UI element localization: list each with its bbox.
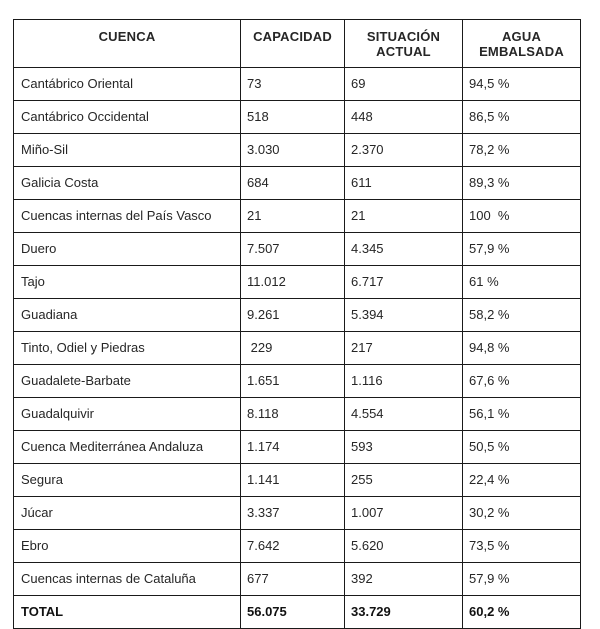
cell-agua-embalsada: 61 % <box>463 266 581 299</box>
table-row <box>14 233 581 266</box>
cell-cuenca: Júcar <box>14 497 241 530</box>
cell-situacion-actual: 69 <box>345 68 463 101</box>
cell-capacidad: 7.642 <box>241 530 345 563</box>
column-header-agua-embalsada-line1: AGUA <box>501 29 542 44</box>
cell-agua-embalsada: 57,9 % <box>463 233 581 266</box>
table-row <box>14 365 581 398</box>
cell-cuenca: Tinto, Odiel y Piedras <box>14 332 241 365</box>
cell-cuenca: Guadalquivir <box>14 398 241 431</box>
cell-capacidad: 8.118 <box>241 398 345 431</box>
cell-cuenca: Guadiana <box>14 299 241 332</box>
table-row <box>14 464 581 497</box>
cell-capacidad: 11.012 <box>241 266 345 299</box>
cell-agua-embalsada: 67,6 % <box>463 365 581 398</box>
cell-situacion-actual: 5.620 <box>345 530 463 563</box>
reservoir-capacity-table <box>13 19 581 629</box>
cell-situacion-actual: 4.345 <box>345 233 463 266</box>
table-row <box>14 497 581 530</box>
cell-situacion-actual: 593 <box>345 431 463 464</box>
column-header-agua-embalsada-line2: EMBALSADA <box>479 44 564 59</box>
cell-agua-embalsada: 89,3 % <box>463 167 581 200</box>
total-cell-cuenca: TOTAL <box>14 596 241 629</box>
cell-cuenca: Cantábrico Oriental <box>14 68 241 101</box>
column-header-situacion-actual <box>345 20 463 68</box>
cell-situacion-actual: 4.554 <box>345 398 463 431</box>
total-cell-capacidad: 56.075 <box>241 596 345 629</box>
cell-capacidad: 7.507 <box>241 233 345 266</box>
table-row <box>14 299 581 332</box>
cell-situacion-actual: 5.394 <box>345 299 463 332</box>
cell-cuenca: Miño-Sil <box>14 134 241 167</box>
cell-capacidad: 3.030 <box>241 134 345 167</box>
cell-situacion-actual: 21 <box>345 200 463 233</box>
table-row <box>14 431 581 464</box>
cell-agua-embalsada: 78,2 % <box>463 134 581 167</box>
cell-cuenca: Tajo <box>14 266 241 299</box>
cell-situacion-actual: 1.007 <box>345 497 463 530</box>
column-header-cuenca: CUENCA <box>14 20 241 68</box>
column-header-agua-embalsada <box>463 20 581 68</box>
cell-capacidad: 229 <box>241 332 345 365</box>
cell-cuenca: Cuencas internas de Cataluña <box>14 563 241 596</box>
table-body <box>14 68 581 629</box>
cell-capacidad: 3.337 <box>241 497 345 530</box>
column-header-capacidad: CAPACIDAD <box>241 20 345 68</box>
cell-capacidad: 73 <box>241 68 345 101</box>
cell-agua-embalsada: 94,8 % <box>463 332 581 365</box>
table-row <box>14 332 581 365</box>
cell-capacidad: 518 <box>241 101 345 134</box>
cell-capacidad: 684 <box>241 167 345 200</box>
cell-situacion-actual: 1.116 <box>345 365 463 398</box>
table-row <box>14 101 581 134</box>
total-cell-situacion-actual: 33.729 <box>345 596 463 629</box>
cell-cuenca: Cuenca Mediterránea Andaluza <box>14 431 241 464</box>
cell-capacidad: 1.141 <box>241 464 345 497</box>
cell-agua-embalsada: 100 % <box>463 200 581 233</box>
cell-capacidad: 1.651 <box>241 365 345 398</box>
cell-cuenca: Cantábrico Occidental <box>14 101 241 134</box>
cell-agua-embalsada: 22,4 % <box>463 464 581 497</box>
table-row <box>14 134 581 167</box>
cell-situacion-actual: 255 <box>345 464 463 497</box>
cell-agua-embalsada: 94,5 % <box>463 68 581 101</box>
cell-capacidad: 1.174 <box>241 431 345 464</box>
cell-agua-embalsada: 50,5 % <box>463 431 581 464</box>
column-header-situacion-actual-line2: ACTUAL <box>376 44 431 59</box>
cell-agua-embalsada: 86,5 % <box>463 101 581 134</box>
table-row <box>14 167 581 200</box>
cell-agua-embalsada: 73,5 % <box>463 530 581 563</box>
table-row <box>14 200 581 233</box>
table-row <box>14 563 581 596</box>
cell-situacion-actual: 392 <box>345 563 463 596</box>
table-row <box>14 530 581 563</box>
cell-situacion-actual: 611 <box>345 167 463 200</box>
header-row <box>14 20 581 68</box>
cell-cuenca: Segura <box>14 464 241 497</box>
cell-capacidad: 21 <box>241 200 345 233</box>
cell-cuenca: Cuencas internas del País Vasco <box>14 200 241 233</box>
cell-agua-embalsada: 58,2 % <box>463 299 581 332</box>
cell-cuenca: Galicia Costa <box>14 167 241 200</box>
table-row <box>14 398 581 431</box>
cell-cuenca: Guadalete-Barbate <box>14 365 241 398</box>
cell-situacion-actual: 448 <box>345 101 463 134</box>
cell-capacidad: 677 <box>241 563 345 596</box>
column-header-situacion-actual-line1: SITUACIÓN <box>366 29 441 44</box>
cell-situacion-actual: 6.717 <box>345 266 463 299</box>
cell-agua-embalsada: 57,9 % <box>463 563 581 596</box>
cell-capacidad: 9.261 <box>241 299 345 332</box>
table-total-row <box>14 596 581 629</box>
cell-situacion-actual: 217 <box>345 332 463 365</box>
cell-cuenca: Duero <box>14 233 241 266</box>
cell-agua-embalsada: 30,2 % <box>463 497 581 530</box>
table-row <box>14 68 581 101</box>
table-row <box>14 266 581 299</box>
cell-agua-embalsada: 56,1 % <box>463 398 581 431</box>
table-header <box>14 20 581 68</box>
cell-situacion-actual: 2.370 <box>345 134 463 167</box>
total-cell-agua-embalsada: 60,2 % <box>463 596 581 629</box>
cell-cuenca: Ebro <box>14 530 241 563</box>
